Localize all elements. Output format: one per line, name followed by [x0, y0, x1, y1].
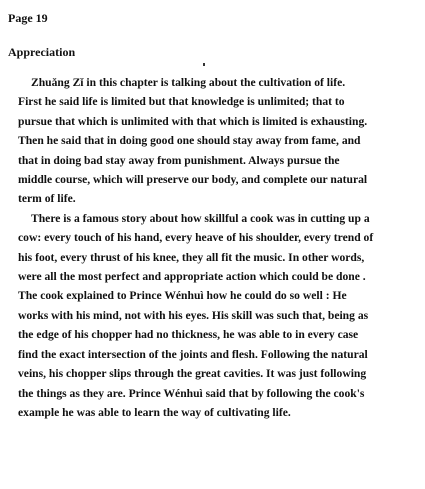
- text-line: The cook explained to Prince Wénhuì how he could do so well : He: [18, 289, 347, 303]
- text-line: veins, his chopper slips through the great cavities. It was just following: [18, 367, 367, 381]
- text-line: Zhuǎng Zǐ in this chapter is talking about the cultivation of life.: [31, 76, 346, 89]
- text-line: middle course, which will preserve our body, and complete our natural: [18, 173, 368, 187]
- text-line: cow: every touch of his hand, every heave of his shoulder, every trend of: [18, 231, 374, 245]
- body-text: [18, 73, 420, 422]
- text-line: First he said life is limited but that knowledge is unlimited; that to: [18, 95, 345, 109]
- text-line: that in doing bad stay away from punishment. Always pursue the: [18, 153, 340, 167]
- page-number: Page 19: [8, 11, 48, 25]
- text-line: the things as they are. Prince Wénhuì said that by following the cook's: [18, 386, 365, 400]
- paragraph-1: [18, 73, 420, 209]
- paragraph-2: [18, 209, 420, 422]
- text-line: term of life.: [18, 192, 76, 206]
- text-line: were all the most perfect and appropriate action which could be done .: [18, 270, 366, 284]
- text-line: Then he said that in doing good one should stay away from fame, and: [18, 134, 361, 148]
- text-line: the edge of his chopper had no thickness, he was able to in every case: [18, 328, 359, 342]
- text-line: his foot, every thrust of his knee, they all fit the music. In other words,: [18, 250, 365, 264]
- text-line: find the exact intersection of the joints and flesh. Following the natural: [18, 347, 368, 361]
- section-heading: Appreciation: [8, 45, 76, 59]
- text-line: works with his mind, not with his eyes. His skill was such that, being as: [18, 308, 369, 322]
- ink-speck: [203, 63, 205, 66]
- text-line: example he was able to learn the way of cultivating life.: [18, 405, 291, 419]
- text-line: pursue that which is unlimited with that which is limited is exhausting.: [18, 114, 368, 128]
- text-line: There is a famous story about how skillful a cook was in cutting up a: [31, 211, 370, 225]
